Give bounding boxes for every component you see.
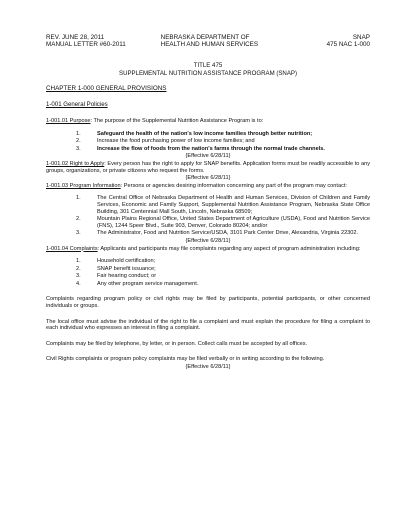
- paragraph: Civil Rights complaints or program policy complaints may be filed verbally or in writing according to the following.: [46, 356, 325, 363]
- list-item: 3. Fair hearing conduct; or: [76, 273, 157, 280]
- list-item: 2. Increase the food purchasing power of low income families; and: [76, 138, 255, 145]
- department-name: NEBRASKA DEPARTMENT OF: [160, 34, 250, 41]
- nac-reference: 475 NAC 1-000: [326, 41, 370, 49]
- list-item: 3. The Administrator, Food and Nutrition Service/USDA, 3101 Park Center Drive, Alexandria, Virginia 22302.: [76, 230, 359, 237]
- complaints-label: 1-001.04 Complaints: [46, 245, 98, 252]
- list-item: 1. The Central Office of Nebraska Department of Health and Human Services, Division of Children and Family Services, Economic and Family Support, Supplemental Nutrition Assistance Program, Nebraska State Office Building, 301 Centennial Mall South, Lincoln, Nebraska 68509;: [76, 195, 370, 215]
- effective-date: {Effective 6/28/11}: [185, 175, 231, 182]
- purpose-list: [46, 131, 370, 153]
- revision-date: REV. JUNE 28, 2011: [46, 34, 105, 41]
- title-number: TITLE 475: [193, 62, 223, 70]
- paragraph: Complaints may be filed by telephone, by letter, or in person. Collect calls must be accepted by all offices.: [46, 340, 308, 347]
- chapter-heading: CHAPTER 1-000 GENERAL PROVISIONS: [46, 84, 167, 92]
- effective-date: {Effective 6/28/11}: [185, 364, 231, 371]
- complaints-section: [46, 246, 370, 288]
- list-item: 3. Increase the flow of foods from the nation's farms through the normal trade channels.: [76, 145, 325, 152]
- list-item: 2. Mountain Plains Regional Office, United States Department of Agriculture (USDA), Food and Nutrition Service (FNS), 1244 Speer Blvd., Suite 903, Denver, Colorado 80204; and/or: [76, 216, 370, 229]
- document-title: [46, 62, 370, 76]
- effective-date: {Effective 6/28/11}: [185, 237, 231, 244]
- purpose-section: [46, 118, 370, 160]
- manual-letter: MANUAL LETTER #60-2011: [46, 41, 126, 49]
- program-info-label: 1-001.03 Program Information: [46, 182, 121, 189]
- page-header: [46, 34, 370, 48]
- title-name: SUPPLEMENTAL NUTRITION ASSISTANCE PROGRAM (SNAP): [119, 69, 297, 77]
- complaints-text: : Applicants and participants may file complaints regarding any aspect of program administration including:: [97, 245, 361, 252]
- program-info-section: [46, 183, 370, 245]
- right-to-apply-text: : Every person has the right to apply for SNAP benefits. Application forms must be readily accessible to any groups, organizations, or private citizens who request the forms.: [46, 160, 370, 174]
- paragraph: The local office must advise the individual of the right to file a complaint and must explain the procedure for filing a complaint to each individual who expresses an interest in filing a complaint.: [46, 318, 370, 332]
- paragraph: Complaints regarding program policy or civil rights may be filed by participants, potential participants, or other concerned individuals or groups.: [46, 296, 370, 310]
- header-center: [161, 34, 311, 48]
- section-heading: 1-001 General Policies: [46, 101, 108, 109]
- right-to-apply-label: 1-001.02 Right to Apply: [46, 160, 105, 167]
- program-info-text: : Persons or agencies desiring information concerning any part of the program may contact:: [120, 182, 347, 189]
- program-info-list: [46, 195, 370, 237]
- program-code: SNAP: [352, 34, 370, 41]
- header-right: [310, 34, 370, 48]
- purpose-label: 1-001.01 Purpose: [46, 118, 91, 124]
- list-item: 1. Safeguard the health of the nation's low income families through better nutrition;: [76, 130, 313, 137]
- list-item: 2. SNAP benefit issuance;: [76, 265, 156, 272]
- list-item: 1. Household certification;: [76, 258, 156, 265]
- list-item: 4. Any other program service management.: [76, 280, 199, 287]
- purpose-text: : The purpose of the Supplemental Nutrition Assistance Program is to:: [90, 118, 264, 124]
- complaints-list: [46, 258, 370, 287]
- header-left: [46, 34, 161, 48]
- department-name-2: HEALTH AND HUMAN SERVICES: [160, 41, 259, 49]
- right-to-apply-section: [46, 161, 370, 182]
- effective-date: {Effective 6/28/11}: [185, 153, 231, 160]
